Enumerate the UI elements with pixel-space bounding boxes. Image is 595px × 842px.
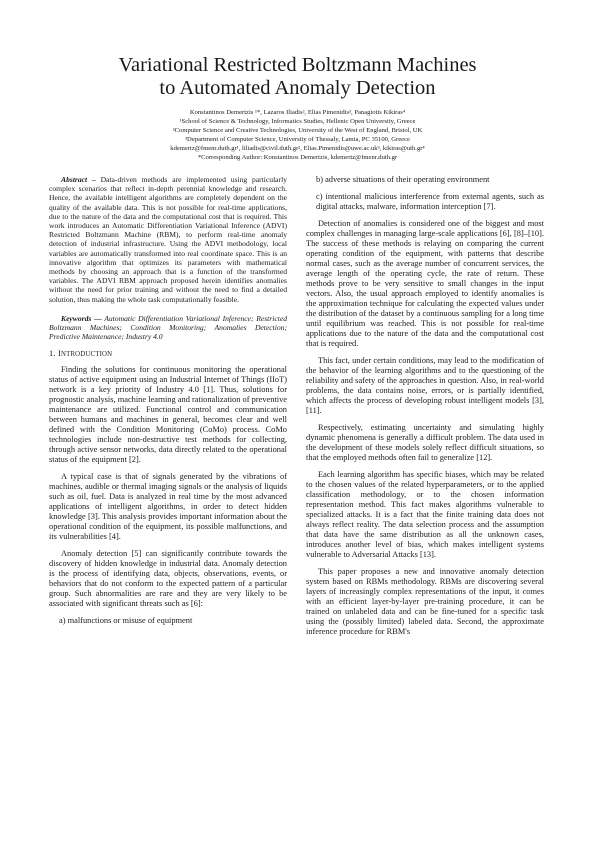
affiliation-2: ²Computer Science and Creative Technologies, University of the West of England, Bristol, UK bbox=[172, 127, 423, 134]
right-paragraph-5: This paper proposes a new and innovative anomaly detection system based on RBMs methodology. RBMs are discovering several layers of increasingly complex representations of the input, it comes with an efficient layer-by-layer pre-training procedure, it can be trained on unlabeled data and can be fine-tuned for a specific task using the (possibly limited) labeled data. Second, the approximate inference procedure for RBM's bbox=[306, 567, 544, 636]
right-column bbox=[306, 175, 544, 644]
paper-title bbox=[40, 54, 555, 100]
title-line-2: to Automated Anomaly Detection bbox=[159, 77, 436, 99]
list-item-a: a) malfunctions or misuse of equipment bbox=[59, 616, 193, 626]
right-paragraph-2: This fact, under certain conditions, may lead to the modification of the behavior of the learning algorithms and to the questioning of the reliability and safety of the approaches in question. Also, in real-world problems, the data contains noise, errors, or is partially identified, which affects the process of developing robust intelligent models [3], [11]. bbox=[306, 356, 544, 415]
abstract-text: Data-driven methods are implemented using particularly complex scenarios that reflect in-depth perennial knowledge and research. Hence, the available intelligent algorithms are completely dependent on the quality of the available data. This is not possible for real-time applications, due to the nature of the data and the computational cost that is required. This work introduces an Automatic Differentiation Variational Inference (ADVI) Restricted Boltzmann Machine (RBM), to perform real-time anomaly detection of industrial infrastructure. Using the ADVI methodology, local variables are automatically transformed into real coordinate space. This is an innovative algorithm that optimizes its parameters with mathematical methods by choosing an approach that is a function of the transformed variables. The ADVI RBM approach proposed herein identifies anomalies without the need for prior training and without the need to find a detailed solution, thus making the whole task computationally feasible. bbox=[49, 175, 287, 304]
intro-paragraph-1: Finding the solutions for continuous monitoring the operational status of active equipment using an Industrial Internet of Things (IIoT) network is a key priority of Industry 4.0 [1]. Thus, solutions for prognostic analysis, machine learning and rationalization of preventive maintenance are utilized. Functional control and communication between humans and machines in general, becomes clear and well defined with the Condition Monitoring (CoMo) process. CoMo technologies include non-destructive test methods for collecting, through active sensor networks, data directly related to the operational status of the equipment [2]. bbox=[49, 365, 287, 465]
affiliation-1: ¹School of Science & Technology, Informatics Studies, Hellenic Open University, Greece bbox=[179, 118, 416, 125]
right-paragraph-3: Respectively, estimating uncertainty and simulating highly dynamic phenomena is generally a difficult problem. The data used in the development of these models solely reflect difficult situations, so that the employed methods often fail to generalize [12]. bbox=[306, 423, 544, 462]
list-item-b: b) adverse situations of their operating environment bbox=[316, 175, 490, 184]
author-names: Konstantinos Demertzis ¹*, Lazaros Iliadis², Elias Pimenidis³, Panagiotis Kikiras⁴ bbox=[189, 109, 406, 116]
keywords-label: Keywords — bbox=[61, 313, 102, 323]
keywords-text: Automatic Differentiation Variational Inference; Restricted Boltzmann Machines; Condition Monitoring; Anomalies Detection; Predictive Maintenance; Industry 4.0 bbox=[49, 313, 287, 342]
abstract bbox=[49, 175, 287, 304]
title-line-1: Variational Restricted Boltzmann Machines bbox=[118, 54, 477, 76]
abstract-label: Abstract – bbox=[61, 175, 96, 184]
affiliation-3: ³Department of Computer Science, University of Thessaly, Lamia, PC 35100, Greece bbox=[185, 136, 410, 143]
intro-paragraph-2: A typical case is that of signals generated by the vibrations of machines, audible or thermal imaging signals or the analysis of liquids such as oil, fuel. Data is analyzed in real time by the most advanced applications of intelligent algorithms, in order to detect hidden knowledge [3]. This analysis provides important information about the operational condition of the equipment, its possible malfunctions, and its vulnerabilities [4]. bbox=[49, 472, 287, 542]
author-emails: kdemertz@fmenr.duth.gr¹, liliadis@civil.duth.gr², Elias.Pimenidis@uwe.ac.uk³, kikiras@uth.gr⁴ bbox=[170, 145, 425, 152]
keywords bbox=[49, 314, 287, 342]
right-paragraph-4: Each learning algorithm has specific biases, which may be related to the chosen values of the related hyperparameters, or to the applied classification methodology, or to the chosen information representation method. This fact makes algorithms vulnerable to specialized attacks. It is a fact that the finite training data does not always reflect reality. The data selection process and the assumption that data have the same distribution as all the unknown cases, introduces another level of bias, which makes intelligent systems vulnerable to Adversarial Attacks [13]. bbox=[306, 470, 544, 559]
author-block bbox=[40, 108, 555, 162]
corresponding-author: *Corresponding Author: Konstantinos Demertzis, kdemertz@fmenr.duth.gr bbox=[197, 154, 398, 161]
right-paragraph-1: Detection of anomalies is considered one of the biggest and most complex challenges in managing large-scale applications [6], [8]–[10]. The success of these methods is relaying on comparing the current operating condition of the equipment, with patterns that describe normal cases, such as the average number of concurrent services, the average length of the operating cycle, the rate of return. These methods prove to be very sensitive to small changes in the input vectors. Also, the usual approach employed to identify anomalies is the approximation technique for calculating the expected values under the distribution of the dataset by a continuous sampling for a long time until equilibrium was reached. This is not possible for real-time applications due to the nature of the data and the computational cost that is required. bbox=[306, 219, 544, 348]
list-item-c: c) intentional malicious interference from external agents, such as digital attacks, malware, information interception [7]. bbox=[316, 192, 544, 211]
section-heading-introduction: 1. INTRODUCTION bbox=[49, 349, 113, 359]
intro-paragraph-3: Anomaly detection [5] can significantly contribute towards the discovery of hidden knowledge in industrial data. Anomaly detection is the process of identifying data, objects, observations, events, or behaviors that do not conform to the expected pattern of a particular group. Such abnormalities are rare and they are very likely to be associated with significant threats such as [6]: bbox=[49, 549, 287, 609]
left-column bbox=[49, 175, 287, 633]
